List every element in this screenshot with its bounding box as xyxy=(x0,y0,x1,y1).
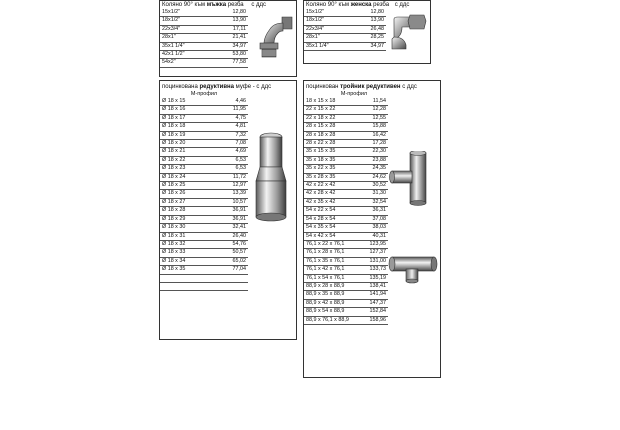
price-cell: 22,30 xyxy=(362,148,388,156)
table-row xyxy=(160,34,248,42)
size-cell: 28 x 18 x 28 xyxy=(304,131,362,139)
price-cell: 138,41 xyxy=(362,282,388,290)
table-row xyxy=(304,148,388,156)
size-cell: Ø 18 x 30 xyxy=(160,224,214,232)
price-cell: 135,19 xyxy=(362,274,388,282)
size-cell: Ø 18 x 28 xyxy=(160,207,214,215)
empty-row xyxy=(160,274,248,282)
price-cell: 36,91 xyxy=(214,207,248,215)
reducer-picture xyxy=(254,131,288,223)
reducer-title: поцинкована редуктивна муфе - с ддс xyxy=(162,84,272,90)
size-cell: 42 x 35 x 42 xyxy=(304,198,362,206)
size-cell: Ø 18 x 26 xyxy=(160,190,214,198)
size-cell: 35x1 1/4" xyxy=(160,42,213,50)
reducer-panel xyxy=(159,80,297,340)
size-cell: Ø 18 x 34 xyxy=(160,257,214,265)
table-row xyxy=(304,156,388,164)
table-row xyxy=(160,198,248,206)
price-cell: 131,00 xyxy=(362,257,388,265)
size-cell: 76,1 x 22 x 76,1 xyxy=(304,240,362,248)
table-row xyxy=(160,257,248,265)
size-cell: 28 x 15 x 28 xyxy=(304,123,362,131)
table-row xyxy=(304,207,388,215)
table-row xyxy=(304,182,388,190)
price-cell: 147,37 xyxy=(362,299,388,307)
price-cell: 65,02 xyxy=(214,257,248,265)
size-cell: 42x1 1/2" xyxy=(160,51,213,59)
table-row xyxy=(304,123,388,131)
size-cell: Ø 18 x 19 xyxy=(160,131,214,139)
size-cell: 35x1 1/4" xyxy=(304,42,353,50)
price-cell: 4,75 xyxy=(214,114,248,122)
size-cell: Ø 18 x 31 xyxy=(160,232,214,240)
table-row xyxy=(160,232,248,240)
female-elbow-picture xyxy=(390,13,428,53)
table-row xyxy=(304,266,388,274)
tee-table xyxy=(304,98,388,325)
price-cell: 77,04 xyxy=(214,266,248,274)
table-row xyxy=(304,274,388,282)
price-cell: 11,54 xyxy=(362,98,388,106)
price-cell: 36,91 xyxy=(214,215,248,223)
table-row xyxy=(304,291,388,299)
table-row xyxy=(160,156,248,164)
price-cell: 158,96 xyxy=(362,316,388,324)
table-row xyxy=(160,182,248,190)
table-row xyxy=(304,232,388,240)
male-elbow-panel xyxy=(159,0,297,77)
price-cell: 133,73 xyxy=(362,266,388,274)
table-row xyxy=(160,17,248,25)
price-cell: 26,40 xyxy=(214,232,248,240)
tee-subtitle: M-профил xyxy=(340,91,368,97)
size-cell: Ø 18 x 24 xyxy=(160,173,214,181)
size-cell: 88,9 x 42 x 88,9 xyxy=(304,299,362,307)
size-cell: 18x1/2" xyxy=(160,17,213,25)
price-cell: 31,30 xyxy=(362,190,388,198)
size-cell: Ø 18 x 20 xyxy=(160,140,214,148)
price-cell: 11,95 xyxy=(214,106,248,114)
price-cell: 36,31 xyxy=(362,207,388,215)
size-cell: Ø 18 x 27 xyxy=(160,198,214,206)
size-cell: 22x3/4" xyxy=(304,25,353,33)
table-row xyxy=(160,249,248,257)
table-row xyxy=(160,190,248,198)
price-cell: 7,08 xyxy=(214,140,248,148)
price-cell: 23,88 xyxy=(362,156,388,164)
table-row xyxy=(160,224,248,232)
female-elbow-panel xyxy=(303,0,431,64)
table-row xyxy=(304,249,388,257)
table-row xyxy=(160,148,248,156)
price-cell: 11,72 xyxy=(214,173,248,181)
size-cell: 54 x 28 x 54 xyxy=(304,215,362,223)
size-cell: 42 x 28 x 42 xyxy=(304,190,362,198)
male-elbow-picture xyxy=(252,13,294,59)
table-row xyxy=(304,165,388,173)
price-cell: 17,28 xyxy=(362,140,388,148)
table-row xyxy=(160,98,248,106)
price-cell: 13,90 xyxy=(213,17,248,25)
size-cell: Ø 18 x 35 xyxy=(160,266,214,274)
size-cell: Ø 18 x 29 xyxy=(160,215,214,223)
size-cell: Ø 18 x 23 xyxy=(160,165,214,173)
female-elbow-table xyxy=(304,9,386,51)
price-cell: 26,48 xyxy=(353,25,386,33)
price-cell: 12,80 xyxy=(353,9,386,17)
table-row xyxy=(160,215,248,223)
price-cell: 30,52 xyxy=(362,182,388,190)
size-cell: 22x3/4" xyxy=(160,25,213,33)
price-cell: 28,25 xyxy=(353,34,386,42)
table-row xyxy=(304,9,386,17)
table-row xyxy=(304,114,388,122)
price-cell: 13,90 xyxy=(353,17,386,25)
table-row xyxy=(304,173,388,181)
size-cell: 28x1" xyxy=(304,34,353,42)
price-cell: 4,81 xyxy=(214,123,248,131)
size-cell: 22 x 15 x 22 xyxy=(304,106,362,114)
table-row xyxy=(160,123,248,131)
size-cell: 28 x 22 x 28 xyxy=(304,140,362,148)
table-row xyxy=(304,140,388,148)
price-cell: 10,57 xyxy=(214,198,248,206)
table-row xyxy=(304,282,388,290)
price-cell: 6,53 xyxy=(214,165,248,173)
size-cell: Ø 18 x 16 xyxy=(160,106,214,114)
reducer-subtitle: M-профил xyxy=(190,91,218,97)
size-cell: Ø 18 x 21 xyxy=(160,148,214,156)
table-row xyxy=(160,59,248,67)
table-row xyxy=(160,131,248,139)
price-cell: 21,41 xyxy=(213,34,248,42)
table-row xyxy=(304,257,388,265)
table-row xyxy=(304,98,388,106)
size-cell: 22 x 18 x 22 xyxy=(304,114,362,122)
size-cell: 54 x 22 x 54 xyxy=(304,207,362,215)
price-cell: 7,32 xyxy=(214,131,248,139)
size-cell: 76,1 x 42 x 76,1 xyxy=(304,266,362,274)
table-row xyxy=(160,114,248,122)
size-cell: 18x1/2" xyxy=(304,17,353,25)
price-cell: 34,97 xyxy=(353,42,386,50)
table-row xyxy=(160,240,248,248)
table-row xyxy=(160,42,248,50)
size-cell: Ø 18 x 25 xyxy=(160,182,214,190)
price-cell: 54,76 xyxy=(214,240,248,248)
price-cell: 13,39 xyxy=(214,190,248,198)
price-cell: 32,41 xyxy=(214,224,248,232)
table-row xyxy=(304,42,386,50)
price-cell: 12,55 xyxy=(362,114,388,122)
table-row xyxy=(160,51,248,59)
reducer-table xyxy=(160,98,248,291)
size-cell: Ø 18 x 32 xyxy=(160,240,214,248)
price-cell: 15,88 xyxy=(362,123,388,131)
price-cell: 32,54 xyxy=(362,198,388,206)
price-cell: 37,08 xyxy=(362,215,388,223)
size-cell: 88,9 x 76,1 x 88,9 xyxy=(304,316,362,324)
size-cell: 35 x 22 x 35 xyxy=(304,165,362,173)
male-elbow-table xyxy=(160,9,248,68)
table-row xyxy=(304,299,388,307)
size-cell: 35 x 18 x 35 xyxy=(304,156,362,164)
price-cell: 4,46 xyxy=(214,98,248,106)
size-cell: 54 x 42 x 54 xyxy=(304,232,362,240)
size-cell: 15x1/2" xyxy=(160,9,213,17)
price-cell: 12,97 xyxy=(214,182,248,190)
price-cell: 123,95 xyxy=(362,240,388,248)
price-cell: 12,28 xyxy=(362,106,388,114)
size-cell: 28x1" xyxy=(160,34,213,42)
size-cell: 76,1 x 54 x 76,1 xyxy=(304,274,362,282)
table-row xyxy=(304,106,388,114)
table-row xyxy=(160,140,248,148)
table-row xyxy=(304,25,386,33)
table-row xyxy=(160,25,248,33)
table-row xyxy=(304,190,388,198)
price-cell: 50,57 xyxy=(214,249,248,257)
table-row xyxy=(160,173,248,181)
table-row xyxy=(304,308,388,316)
table-row xyxy=(160,106,248,114)
size-cell: 88,9 x 35 x 88,9 xyxy=(304,291,362,299)
tee-picture-large xyxy=(388,151,438,207)
price-cell: 38,03 xyxy=(362,224,388,232)
size-cell: Ø 18 x 17 xyxy=(160,114,214,122)
tee-picture-small xyxy=(388,251,438,285)
table-row xyxy=(160,207,248,215)
size-cell: 88,9 x 28 x 88,9 xyxy=(304,282,362,290)
size-cell: Ø 18 x 18 xyxy=(160,123,214,131)
table-row xyxy=(304,131,388,139)
price-cell: 24,35 xyxy=(362,165,388,173)
price-cell: 4,69 xyxy=(214,148,248,156)
size-cell: Ø 18 x 15 xyxy=(160,98,214,106)
table-row xyxy=(304,316,388,324)
price-cell: 152,84 xyxy=(362,308,388,316)
size-cell: 15x1/2" xyxy=(304,9,353,17)
table-row xyxy=(160,9,248,17)
size-cell: 88,9 x 54 x 88,9 xyxy=(304,308,362,316)
price-cell: 17,11 xyxy=(213,25,248,33)
table-row xyxy=(160,165,248,173)
price-cell: 12,80 xyxy=(213,9,248,17)
table-row xyxy=(304,215,388,223)
empty-row xyxy=(160,282,248,290)
price-cell: 40,31 xyxy=(362,232,388,240)
tee-panel xyxy=(303,80,441,378)
price-cell: 24,62 xyxy=(362,173,388,181)
table-row xyxy=(304,224,388,232)
price-cell: 16,42 xyxy=(362,131,388,139)
table-row xyxy=(304,17,386,25)
price-cell: 141,94 xyxy=(362,291,388,299)
size-cell: 35 x 28 x 35 xyxy=(304,173,362,181)
size-cell: 54 x 35 x 54 xyxy=(304,224,362,232)
price-cell: 127,37 xyxy=(362,249,388,257)
table-row xyxy=(304,198,388,206)
price-cell: 34,97 xyxy=(213,42,248,50)
male-elbow-title: Коляно 90° към мъжка резба с ддс xyxy=(162,2,266,8)
price-cell: 77,58 xyxy=(213,59,248,67)
price-cell: 53,80 xyxy=(213,51,248,59)
size-cell: 76,1 x 35 x 76,1 xyxy=(304,257,362,265)
table-row xyxy=(304,240,388,248)
price-cell: 6,53 xyxy=(214,156,248,164)
female-elbow-title: Коляно 90° към женска резба с ддс xyxy=(306,2,410,8)
size-cell: Ø 18 x 22 xyxy=(160,156,214,164)
size-cell: 35 x 15 x 35 xyxy=(304,148,362,156)
size-cell: Ø 18 x 33 xyxy=(160,249,214,257)
size-cell: 18 x 15 x 18 xyxy=(304,98,362,106)
tee-title: поцинкован тройник редуктивен с ддс xyxy=(306,84,417,90)
table-row xyxy=(304,34,386,42)
size-cell: 54x2" xyxy=(160,59,213,67)
size-cell: 42 x 22 x 42 xyxy=(304,182,362,190)
size-cell: 76,1 x 28 x 76,1 xyxy=(304,249,362,257)
table-row xyxy=(160,266,248,274)
